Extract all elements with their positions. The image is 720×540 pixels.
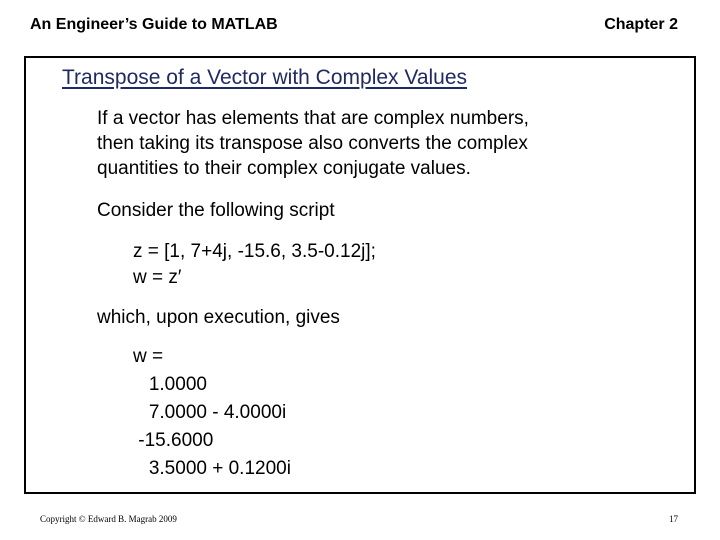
code-line: z = [1, 7+4j, -15.6, 3.5-0.12j];: [133, 241, 376, 262]
page-number: 17: [669, 514, 678, 524]
execution-text: which, upon execution, gives: [97, 307, 340, 328]
frame-left-border: [24, 56, 26, 492]
execution-output: [133, 343, 291, 483]
book-title: An Engineer’s Guide to MATLAB: [30, 16, 278, 33]
output-line: 3.5000 + 0.1200i: [133, 458, 291, 479]
chapter-label: Chapter 2: [604, 16, 678, 33]
output-line: 7.0000 - 4.0000i: [133, 402, 287, 423]
copyright-notice: Copyright © Edward B. Magrab 2009: [40, 514, 177, 524]
output-line: -15.6000: [133, 430, 214, 451]
script-code: [133, 239, 376, 291]
output-line: 1.0000: [133, 374, 207, 395]
frame-right-border: [694, 56, 696, 492]
consider-text: Consider the following script: [97, 200, 335, 221]
intro-paragraph: [97, 106, 677, 181]
output-line: w =: [133, 346, 164, 367]
slide-title: Transpose of a Vector with Complex Values: [62, 66, 468, 89]
paragraph-line: If a vector has elements that are complex numbers,: [97, 108, 529, 129]
paragraph-line: then taking its transpose also converts the complex: [97, 133, 528, 154]
code-line: w = z′: [133, 267, 182, 288]
frame-top-border: [24, 56, 696, 58]
paragraph-line: quantities to their complex conjugate values.: [97, 158, 471, 179]
frame-bottom-border: [24, 492, 696, 494]
